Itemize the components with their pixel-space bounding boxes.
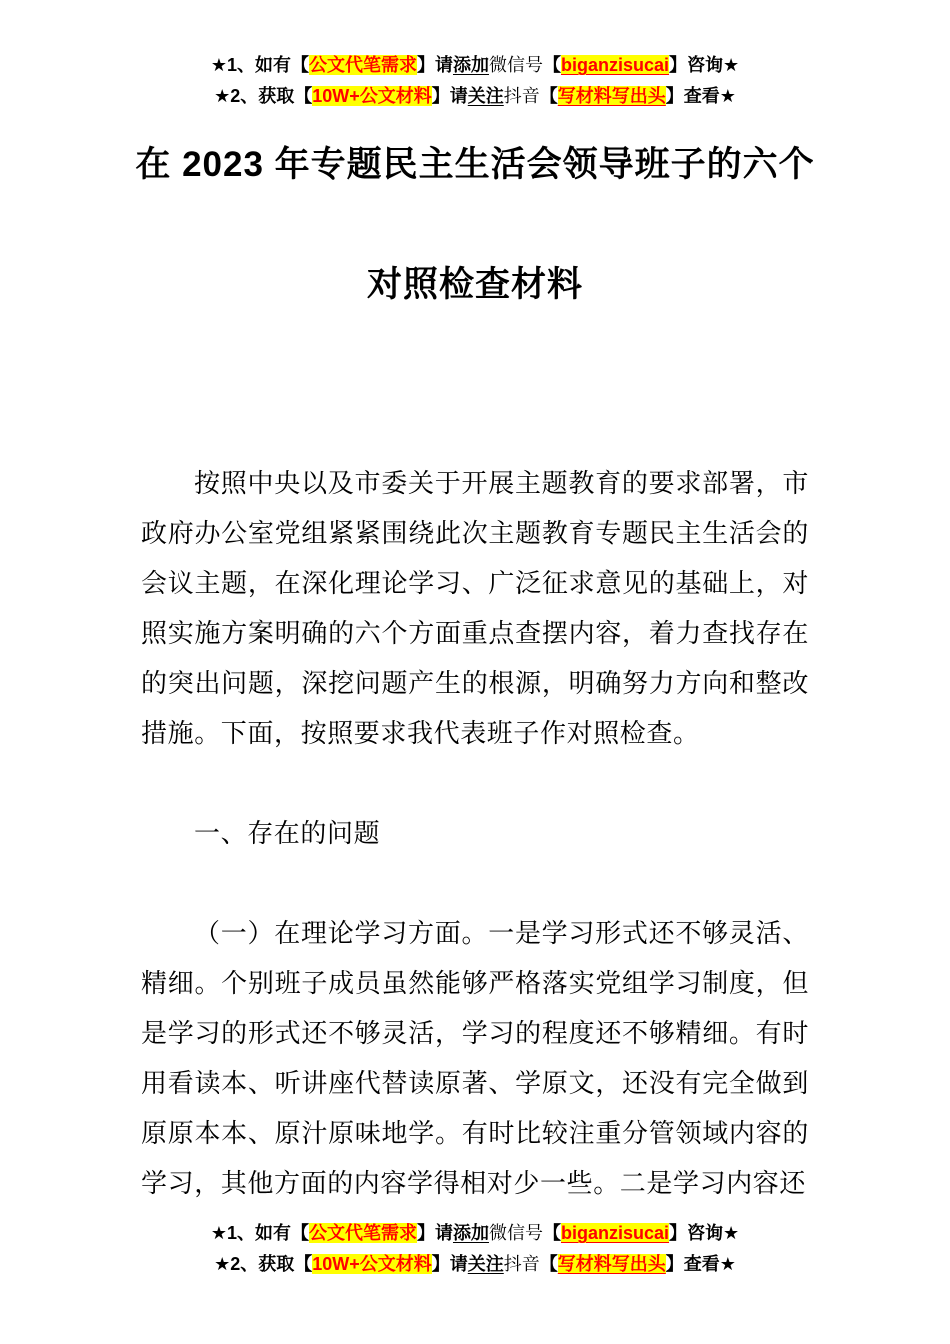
promo1-wechat-label: 微信号 xyxy=(488,55,543,75)
footer-promo1-mid: 】请 xyxy=(416,1223,453,1243)
footer-promo2-underline-follow: 关注 xyxy=(467,1254,504,1274)
promo1-prefix: ★1、如有【 xyxy=(210,55,309,75)
paragraph-theory-study: （一）在理论学习方面。一是学习形式还不够灵活、精细。个别班子成员虽然能够严格落实党组学习制度，但是学习的形式还不够灵活，学习的程度还不够精细。有时用看读本、听讲座代替读原著、学原文，还没有完全做到原原本本、原汁原味地学。有时比较注重分管领域内容的学习，其他方面的内容学得相对少一些。二是学习内容还 xyxy=(141,918,809,1198)
promo1-highlight-service: 公文代笔需求 xyxy=(308,55,417,75)
promo2-douyin-label: 抖音 xyxy=(503,86,540,106)
footer-promo2-highlight-materials: 10W+公文材料 xyxy=(312,1254,432,1274)
footer-promo2-highlight-douyin-id: 写材料写出头 xyxy=(557,1254,666,1274)
promo2-bracket: 【 xyxy=(539,86,558,106)
promo1-highlight-wechat-id: biganzisucai xyxy=(560,55,670,75)
header-promo-line-1 xyxy=(0,50,950,81)
promo2-highlight-materials: 10W+公文材料 xyxy=(312,86,432,106)
document-title-line-2: 对照检查材料 xyxy=(366,265,583,304)
footer-promo2-mid: 】请 xyxy=(431,1254,468,1274)
section-heading-problems: 一、存在的问题 xyxy=(194,818,381,848)
promo1-mid: 】请 xyxy=(416,55,453,75)
document-body xyxy=(141,458,809,1208)
promo2-prefix: ★2、获取【 xyxy=(214,86,313,106)
footer-promo2-suffix: 】查看★ xyxy=(665,1254,736,1274)
footer-promo2-prefix: ★2、获取【 xyxy=(214,1254,313,1274)
promo2-mid: 】请 xyxy=(431,86,468,106)
footer-promo-line-2 xyxy=(0,1249,950,1280)
footer-promo1-bracket: 【 xyxy=(542,1223,561,1243)
promo2-suffix: 】查看★ xyxy=(665,86,736,106)
paragraph-intro: 按照中央以及市委关于开展主题教育的要求部署，市政府办公室党组紧紧围绕此次主题教育专题民主生活会的会议主题，在深化理论学习、广泛征求意见的基础上，对照实施方案明确的六个方面重点查摆内容，着力查找存在的突出问题，深挖问题产生的根源，明确努力方向和整改措施。下面，按照要求我代表班子作对照检查。 xyxy=(141,468,809,748)
document-title-line-1: 在 2023 年专题民主生活会领导班子的六个 xyxy=(135,145,815,184)
footer-promo1-prefix: ★1、如有【 xyxy=(210,1223,309,1243)
promo2-underline-follow: 关注 xyxy=(467,86,504,106)
footer-promo-line-1 xyxy=(0,1218,950,1249)
footer-promo2-bracket: 【 xyxy=(539,1254,558,1274)
footer-promo2-douyin-label: 抖音 xyxy=(503,1254,540,1274)
footer-promo1-highlight-wechat-id: biganzisucai xyxy=(560,1223,670,1243)
footer-promo1-underline-add: 添加 xyxy=(452,1223,489,1243)
footer-promo1-highlight-service: 公文代笔需求 xyxy=(308,1223,417,1243)
promo1-bracket: 【 xyxy=(542,55,561,75)
promo1-underline-add: 添加 xyxy=(452,55,489,75)
promo2-highlight-douyin-id: 写材料写出头 xyxy=(557,86,666,106)
header-promo xyxy=(0,0,950,112)
footer-promo1-suffix: 】咨询★ xyxy=(669,1223,740,1243)
footer-promo xyxy=(0,1218,950,1280)
promo1-suffix: 】咨询★ xyxy=(669,55,740,75)
header-promo-line-2 xyxy=(0,81,950,112)
footer-promo1-wechat-label: 微信号 xyxy=(488,1223,543,1243)
